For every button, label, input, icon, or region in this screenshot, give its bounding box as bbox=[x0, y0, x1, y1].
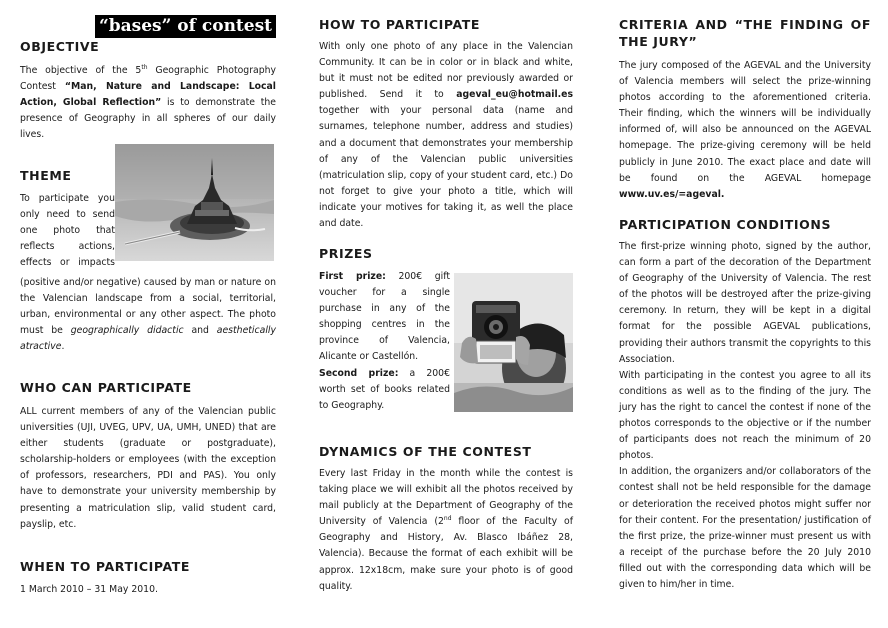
dynamics-text bbox=[319, 466, 573, 595]
theme-italic: geographically didactic bbox=[70, 325, 184, 337]
conditions-paragraph-3: In addition, the organizers and/or collaborators of the contest shall not be held responsible for the damage or deterioration the received photos might suffer nor for their content. For the presentation/ justification of the first prize, the prize-winner must present us with a receipt of the purchase before the 20 July 2010 filled out with the corresponding data which will be given to him/her in time. bbox=[619, 466, 871, 590]
how-text-2: together with your personal data (name and surnames, telephone number, address and studies) and a document that demonstrates your membership of any of the Valencian public universities (matriculation slip, copy of your student card, etc.) Do not forget to give your photo a title, which will indicate your motives for taking it, as well the place and date. bbox=[319, 105, 573, 230]
objective-text-3: is to demonstrate the presence of Geography in all spheres of our daily lives. bbox=[20, 97, 276, 141]
theme-text-narrow bbox=[20, 191, 115, 271]
who-text: ALL current members of any of the Valencian public universities (UJI, UVEG, UPV, UA, UMH, UNED) that are either students (graduate or postgraduate), scholarship-holders or employees (with the exception of professors, researchers, PDI and PAS). You only have to demonstrate your university membership by presenting a matriculation slip, valid student card, payslip, etc. bbox=[20, 406, 276, 530]
conditions-heading: PARTICIPATION CONDITIONS bbox=[619, 217, 832, 232]
dynamics-text-2: floor of the Faculty of Geography and History, Av. Blasco Ibáñez 28, Valencia). Because the format of each exhibit will be approx. 12x18cm, make sure your photo is of good quality. bbox=[319, 516, 573, 592]
theme-text-rest: (positive and/or negative) caused by man or nature on the Valencian landscape from a social, territorial, urban, environmental or any other aspect. The photo must be bbox=[20, 277, 276, 337]
ageval-url: www.uv.es/=ageval. bbox=[619, 188, 725, 200]
contest-email: ageval_eu@hotmail.es bbox=[456, 89, 573, 101]
aerial-island-photo bbox=[115, 144, 274, 261]
theme-text bbox=[20, 275, 276, 355]
camera-photo bbox=[454, 273, 573, 412]
objective-text-1: The objective of the 5 bbox=[20, 65, 142, 76]
conditions-text bbox=[619, 239, 871, 593]
column-right bbox=[619, 0, 871, 628]
when-text: 1 March 2010 – 31 May 2010. bbox=[20, 584, 158, 595]
objective-text-2: Geographic Photography Contest bbox=[20, 65, 277, 93]
dynamics-heading: DYNAMICS OF THE CONTEST bbox=[319, 444, 532, 459]
theme-text-and: and bbox=[183, 325, 217, 337]
prizes-text bbox=[319, 269, 450, 414]
aerial-island-image bbox=[115, 144, 274, 261]
theme-line: only need to send bbox=[20, 209, 115, 221]
objective-heading: OBJECTIVE bbox=[20, 39, 100, 54]
dynamics-sup: nd bbox=[443, 515, 452, 523]
theme-text-end: . bbox=[61, 341, 65, 353]
theme-heading: THEME bbox=[20, 168, 72, 183]
prizes-heading: PRIZES bbox=[319, 246, 373, 261]
when-heading: WHEN TO PARTICIPATE bbox=[20, 559, 191, 574]
camera-image bbox=[454, 273, 573, 412]
how-text bbox=[319, 39, 573, 232]
theme-line: one photo that bbox=[20, 225, 115, 237]
conditions-paragraph-2: With participating in the contest you agree to all its conditions as well as to the finding of the jury. The jury has the right to cancel the contest if none of the photos corresponds to the objective or if the number of participants does not reach the minimum of 20 photos. bbox=[619, 369, 871, 462]
column-left bbox=[20, 0, 276, 628]
second-prize-text: a 200€ worth set of books related to Geography. bbox=[319, 367, 450, 411]
criteria-text-1: The jury composed of the AGEVAL and the University of Valencia members will select the prize-winning photos according to the aforementioned criteria. Their finding, which the winners will be individually informed of, will also be announced on the AGEVAL homepage. The prize-giving ceremony will be held publicly in June 2010. The exact place and date will be found on the AGEVAL homepage bbox=[619, 60, 871, 184]
criteria-heading: CRITERIA AND “THE FINDING OF THE JURY” bbox=[619, 17, 871, 49]
objective-sup: th bbox=[141, 63, 148, 71]
who-heading: WHO CAN PARTICIPATE bbox=[20, 380, 192, 395]
criteria-text bbox=[619, 58, 871, 203]
theme-line: To participate you bbox=[20, 193, 115, 204]
contest-name: “Man, Nature and Landscape: Local Action, Global Reflection” bbox=[20, 81, 276, 109]
how-text-1: With only one photo of any place in the Valencian Community. It can be in color or in black and white, but it must not be edited nor previously awarded or published. Send it to bbox=[319, 41, 573, 101]
theme-line: effects or impacts bbox=[20, 257, 115, 269]
dynamics-text-1: Every last Friday in the month while the contest is taking place we will exhibit all the photos received by mail publicly at the Department of Geography of the University of Valencia (2 bbox=[319, 468, 573, 528]
first-prize-label: First prize: bbox=[319, 271, 386, 282]
how-heading: HOW TO PARTICIPATE bbox=[319, 17, 481, 32]
first-prize-text: 200€ gift voucher for a single purchase in any of the shopping centres in the province of Valencia, Alicante or Castellón. bbox=[319, 271, 450, 363]
conditions-paragraph-1: The first-prize winning photo, signed by the author, can form a part of the decoration of the Department of Geography of the University of Valencia. The rest of the photos will be destroyed after the prize-giving ceremony. In return, they will be kept in a digital format for the possible AGEVAL publications, providing their authors transmit the copyrights to this Association. bbox=[619, 241, 871, 365]
theme-italic-2: aesthetically atractive bbox=[20, 325, 276, 353]
second-prize-label: Second prize: bbox=[319, 367, 399, 379]
document-title: “bases” of contest bbox=[95, 15, 276, 38]
theme-line: reflects actions, bbox=[20, 241, 115, 253]
objective-text bbox=[20, 63, 276, 143]
